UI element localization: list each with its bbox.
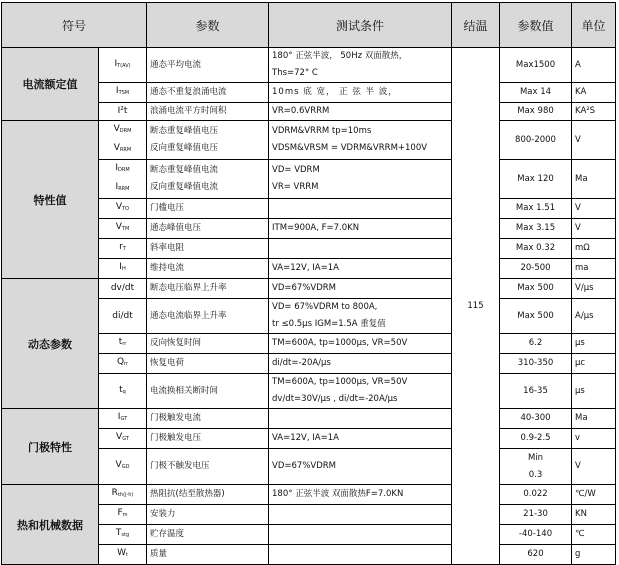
condition-cell: [269, 121, 452, 160]
param-cell: [147, 103, 269, 121]
condition-text: VR= VRRM: [272, 182, 319, 192]
spec-body: [2, 48, 616, 565]
param-text: 通态不重复浪涌电流: [150, 87, 227, 97]
condition-text: VDSM&VRSM = VDRM&VRRM+100V: [272, 143, 428, 153]
unit-cell: [572, 374, 616, 409]
symbol-text: [102, 280, 143, 297]
unit-cell: [572, 48, 616, 83]
category-cell: 特性值: [2, 121, 99, 279]
unit-text: ma: [575, 263, 589, 273]
symbol-subscript: m: [122, 512, 128, 518]
symbol-main: I: [115, 86, 119, 96]
header-junction: 结温: [452, 3, 500, 48]
param-text: 维持电流: [150, 263, 185, 273]
symbol-cell: [99, 505, 147, 525]
param-text: 反向恢复时间: [150, 338, 202, 348]
condition-text: VA=12V, IA=1A: [272, 263, 339, 273]
unit-cell: [572, 160, 616, 199]
value-cell: [500, 354, 572, 374]
symbol-text: [102, 160, 143, 179]
condition-cell: [269, 160, 452, 199]
symbol-cell: [99, 409, 147, 429]
header-unit: 单位: [572, 3, 616, 48]
param-text: 浪涌电流平方时间积: [150, 106, 227, 116]
condition-cell: [269, 485, 452, 505]
unit-text: V: [575, 461, 581, 471]
param-text: 电流换相关断时间: [150, 385, 219, 396]
symbol-cell: [99, 354, 147, 374]
header-row: [2, 3, 616, 48]
condition-cell: [269, 83, 452, 103]
condition-cell: [269, 299, 452, 334]
symbol-main: I²t: [117, 106, 128, 116]
value-text: 16-35: [523, 385, 548, 396]
value-text: Max 120: [517, 173, 554, 184]
symbol-main: R: [111, 488, 118, 498]
unit-text: μs: [575, 338, 585, 348]
value-cell: [500, 374, 572, 409]
symbol-text: [102, 545, 143, 564]
symbol-text: [102, 179, 143, 198]
value-text: 20-500: [520, 263, 551, 273]
symbol-text: [102, 308, 143, 325]
symbol-main: I: [115, 163, 119, 173]
condition-text: VA=12V, IA=1A: [272, 433, 339, 443]
param-cell: [147, 299, 269, 334]
header-value: 参数值: [500, 3, 572, 48]
symbol-main: F: [117, 508, 123, 518]
value-text: Max 500: [517, 283, 554, 293]
category-cell: 热和机械数据: [2, 485, 99, 565]
symbol-subscript: rr: [122, 341, 127, 347]
value-cell: [500, 299, 572, 334]
unit-cell: [572, 103, 616, 121]
param-cell: [147, 239, 269, 259]
value-text: Max 500: [517, 310, 554, 321]
unit-cell: [572, 121, 616, 160]
symbol-subscript: th(j-h): [117, 492, 134, 498]
param-text: 反向重复峰值电流: [150, 182, 219, 192]
value-cell: [500, 525, 572, 545]
symbol-main: W: [117, 548, 126, 558]
symbol-text: [102, 334, 143, 353]
value-cell: [500, 449, 572, 485]
value-text: Max 1.51: [515, 203, 556, 213]
symbol-subscript: DRM: [119, 128, 132, 134]
symbol-subscript: TM: [121, 226, 130, 232]
condition-cell: [269, 409, 452, 429]
value-text: Max 3.15: [515, 223, 556, 233]
symbol-text: [102, 409, 143, 428]
category-cell: 电流额定值: [2, 48, 99, 121]
header-symbol: 符号: [2, 3, 147, 48]
spec-table: [1, 2, 616, 565]
symbol-cell: [99, 83, 147, 103]
value-cell: [500, 409, 572, 429]
symbol-main: V: [115, 460, 122, 470]
symbol-text: [102, 239, 143, 258]
unit-text: μc: [575, 358, 586, 368]
param-text: 反向重复峰值电压: [150, 143, 219, 153]
symbol-subscript: GT: [122, 436, 129, 442]
condition-cell: [269, 545, 452, 565]
condition-text: Ths=72° C: [272, 68, 318, 78]
symbol-text: [102, 199, 143, 218]
unit-cell: [572, 525, 616, 545]
unit-cell: [572, 239, 616, 259]
condition-cell: [269, 429, 452, 449]
param-text: 断态重复峰值电流: [150, 165, 219, 175]
param-text: 热阻抗(结至散热器): [150, 489, 225, 499]
unit-text: V: [575, 223, 581, 233]
unit-text: Ma: [575, 173, 588, 184]
symbol-text: [102, 354, 143, 373]
junction-temp-cell: 115: [452, 48, 500, 565]
param-cell: [147, 545, 269, 565]
param-cell: [147, 199, 269, 219]
condition-text: VD= VDRM: [272, 165, 320, 175]
symbol-main: V: [113, 124, 120, 134]
condition-cell: [269, 239, 452, 259]
condition-cell: [269, 505, 452, 525]
symbol-main: V: [115, 202, 123, 212]
condition-text: 10ms 底 宽， 正 弦 半 波，: [272, 87, 398, 97]
value-text: Min: [527, 452, 544, 463]
unit-text: V: [575, 203, 581, 213]
symbol-subscript: t: [125, 552, 128, 558]
param-text: 门极不触发电压: [150, 461, 210, 471]
unit-cell: [572, 279, 616, 299]
category-cell: 动态参数: [2, 279, 99, 409]
symbol-subscript: T(AV): [117, 62, 131, 69]
unit-cell: [572, 299, 616, 334]
symbol-text: [102, 219, 143, 238]
condition-text: TM=600A, tp=1000μs, VR=50V: [272, 377, 408, 387]
value-cell: [500, 48, 572, 83]
param-text: 通态平均电流: [150, 59, 202, 70]
param-cell: [147, 429, 269, 449]
symbol-subscript: GT: [120, 416, 128, 422]
condition-text: dv/dt=30V/μs , di/dt=-20A/μs: [272, 394, 398, 404]
param-cell: [147, 219, 269, 239]
symbol-text: [102, 140, 143, 159]
param-cell: [147, 505, 269, 525]
param-cell: [147, 485, 269, 505]
unit-cell: [572, 545, 616, 565]
param-text: 恢复电荷: [150, 358, 185, 368]
unit-text: V: [575, 134, 581, 145]
unit-cell: [572, 354, 616, 374]
param-cell: [147, 409, 269, 429]
param-text: 断态电压临界上升率: [150, 283, 227, 293]
param-text: 门极触发电流: [150, 413, 202, 423]
unit-text: V/μs: [575, 283, 594, 293]
condition-text: VDRM&VRRM tp=10ms: [272, 126, 372, 136]
unit-text: v: [575, 433, 581, 443]
unit-cell: [572, 505, 616, 525]
unit-cell: [572, 334, 616, 354]
symbol-subscript: RRM: [118, 186, 130, 192]
value-cell: [500, 121, 572, 160]
unit-cell: [572, 83, 616, 103]
symbol-cell: [99, 239, 147, 259]
condition-text: 180° 正弦半波， 50Hz 双面散热，: [272, 51, 408, 61]
param-text: 质量: [150, 549, 168, 559]
symbol-text: [102, 457, 143, 476]
symbol-main: Q: [116, 357, 125, 367]
symbol-cell: [99, 334, 147, 354]
value-text: 0.9-2.5: [520, 433, 551, 443]
unit-cell: [572, 219, 616, 239]
param-text: 断态重复峰值电压: [150, 126, 219, 136]
symbol-subscript: GD: [121, 464, 130, 470]
value-cell: [500, 545, 572, 565]
param-text: 安装力: [150, 509, 176, 519]
param-text: 通态峰值电压: [150, 223, 202, 233]
table-row: [2, 279, 616, 299]
value-cell: [500, 160, 572, 199]
symbol-cell: [99, 219, 147, 239]
value-text: Max 14: [519, 87, 552, 97]
symbol-text: [102, 56, 143, 75]
condition-text: VD=67%VDRM: [272, 461, 336, 471]
symbol-main: I: [117, 412, 121, 422]
unit-text: mΩ: [575, 243, 590, 253]
symbol-cell: [99, 259, 147, 279]
unit-cell: [572, 199, 616, 219]
symbol-main: I: [119, 262, 122, 272]
condition-text: di/dt=-20A/μs: [272, 358, 331, 368]
symbol-cell: [99, 103, 147, 121]
category-cell: 门极特性: [2, 409, 99, 485]
symbol-main: di/dt: [112, 310, 133, 321]
condition-cell: [269, 48, 452, 83]
param-cell: [147, 354, 269, 374]
param-text: 贮存温度: [150, 529, 185, 539]
symbol-text: [102, 382, 143, 401]
symbol-main: V: [115, 222, 122, 232]
unit-text: A: [575, 59, 581, 70]
unit-cell: [572, 409, 616, 429]
condition-cell: [269, 103, 452, 121]
unit-cell: [572, 449, 616, 485]
condition-text: VR=0.6VRRM: [272, 106, 330, 116]
param-cell: [147, 259, 269, 279]
condition-text: tr ≤0.5μs IGM=1.5A 重复值: [272, 319, 386, 329]
symbol-cell: [99, 199, 147, 219]
condition-text: ITM=900A, F=7.0KN: [272, 223, 360, 233]
value-text: Max1500: [515, 59, 556, 70]
symbol-cell: [99, 545, 147, 565]
symbol-cell: [99, 121, 147, 160]
symbol-main: I: [115, 182, 119, 192]
table-row: [2, 409, 616, 429]
value-text: 800-2000: [515, 134, 556, 145]
param-cell: [147, 121, 269, 160]
symbol-text: [102, 485, 143, 504]
value-cell: [500, 279, 572, 299]
symbol-subscript: H: [121, 266, 126, 272]
header-param: 参数: [147, 3, 269, 48]
condition-cell: [269, 334, 452, 354]
symbol-main: I: [114, 58, 118, 69]
unit-cell: [572, 485, 616, 505]
param-text: 斜率电阻: [150, 243, 185, 253]
symbol-subscript: T: [122, 246, 126, 252]
param-text: 门槛电压: [150, 203, 185, 213]
symbol-cell: [99, 449, 147, 485]
value-text: 21-30: [523, 509, 548, 519]
value-cell: [500, 219, 572, 239]
value-cell: [500, 199, 572, 219]
condition-text: VD=67%VDRM: [272, 283, 336, 293]
condition-cell: [269, 219, 452, 239]
unit-cell: [572, 259, 616, 279]
param-text: 通态电流临界上升率: [150, 310, 227, 321]
symbol-main: V: [113, 143, 120, 153]
condition-cell: [269, 259, 452, 279]
param-cell: [147, 160, 269, 199]
symbol-subscript: DRM: [118, 167, 130, 173]
value-cell: [500, 103, 572, 121]
symbol-text: [102, 429, 143, 448]
symbol-main: t: [118, 337, 123, 347]
symbol-cell: [99, 160, 147, 199]
param-cell: [147, 374, 269, 409]
value-text: 0.3: [528, 469, 543, 480]
condition-cell: [269, 279, 452, 299]
symbol-cell: [99, 429, 147, 449]
symbol-subscript: RRM: [119, 147, 132, 153]
param-cell: [147, 83, 269, 103]
value-cell: [500, 239, 572, 259]
param-cell: [147, 279, 269, 299]
table-row: [2, 485, 616, 505]
value-text: Max 0.32: [515, 243, 556, 253]
symbol-cell: [99, 299, 147, 334]
symbol-main: r: [119, 242, 123, 252]
symbol-text: [102, 121, 143, 140]
unit-text: g: [575, 549, 581, 559]
unit-text: KN: [575, 509, 587, 519]
symbol-subscript: stg: [121, 532, 130, 538]
symbol-main: t: [119, 384, 123, 395]
value-cell: [500, 429, 572, 449]
symbol-subscript: TO: [122, 206, 130, 212]
symbol-cell: [99, 279, 147, 299]
symbol-cell: [99, 374, 147, 409]
value-cell: [500, 259, 572, 279]
condition-text: 180° 正弦半波 双面散热F=7.0KN: [272, 489, 404, 499]
symbol-subscript: TSM: [118, 90, 130, 96]
value-cell: [500, 334, 572, 354]
value-text: 6.2: [528, 338, 543, 348]
param-cell: [147, 525, 269, 545]
symbol-main: T: [115, 528, 122, 538]
value-text: Max 980: [517, 106, 554, 116]
unit-text: ℃: [575, 529, 585, 539]
symbol-cell: [99, 525, 147, 545]
symbol-cell: [99, 48, 147, 83]
unit-text: A/μs: [575, 310, 594, 321]
symbol-text: [102, 83, 143, 102]
unit-text: μs: [575, 385, 585, 396]
condition-text: VD= 67%VDRM to 800A,: [272, 302, 378, 312]
value-text: 0.022: [523, 489, 548, 499]
unit-text: KA²S: [575, 106, 596, 116]
condition-cell: [269, 199, 452, 219]
unit-text: Ma: [575, 413, 588, 423]
symbol-subscript: rr: [124, 361, 129, 367]
condition-cell: [269, 374, 452, 409]
value-text: 310-350: [517, 358, 554, 368]
param-cell: [147, 48, 269, 83]
unit-text: KA: [575, 87, 587, 97]
table-row: [2, 121, 616, 160]
table-row: [2, 48, 616, 83]
symbol-cell: [99, 485, 147, 505]
value-text: -40-140: [518, 529, 553, 539]
unit-cell: [572, 429, 616, 449]
param-cell: [147, 449, 269, 485]
condition-cell: [269, 449, 452, 485]
symbol-text: [102, 259, 143, 278]
value-cell: [500, 485, 572, 505]
symbol-text: [102, 103, 143, 120]
header-condition: 测试条件: [269, 3, 452, 48]
value-cell: [500, 505, 572, 525]
condition-cell: [269, 354, 452, 374]
value-cell: [500, 83, 572, 103]
condition-text: TM=600A, tp=1000μs, VR=50V: [272, 338, 408, 348]
value-text: 620: [527, 549, 544, 559]
value-text: 40-300: [520, 413, 551, 423]
symbol-text: [102, 505, 143, 524]
symbol-main: dv/dt: [110, 283, 135, 293]
symbol-text: [102, 525, 143, 544]
symbol-subscript: q: [122, 388, 126, 395]
symbol-main: V: [116, 432, 123, 442]
param-text: 门极触发电压: [150, 433, 202, 443]
condition-cell: [269, 525, 452, 545]
unit-text: ℃/W: [575, 489, 596, 499]
param-cell: [147, 334, 269, 354]
